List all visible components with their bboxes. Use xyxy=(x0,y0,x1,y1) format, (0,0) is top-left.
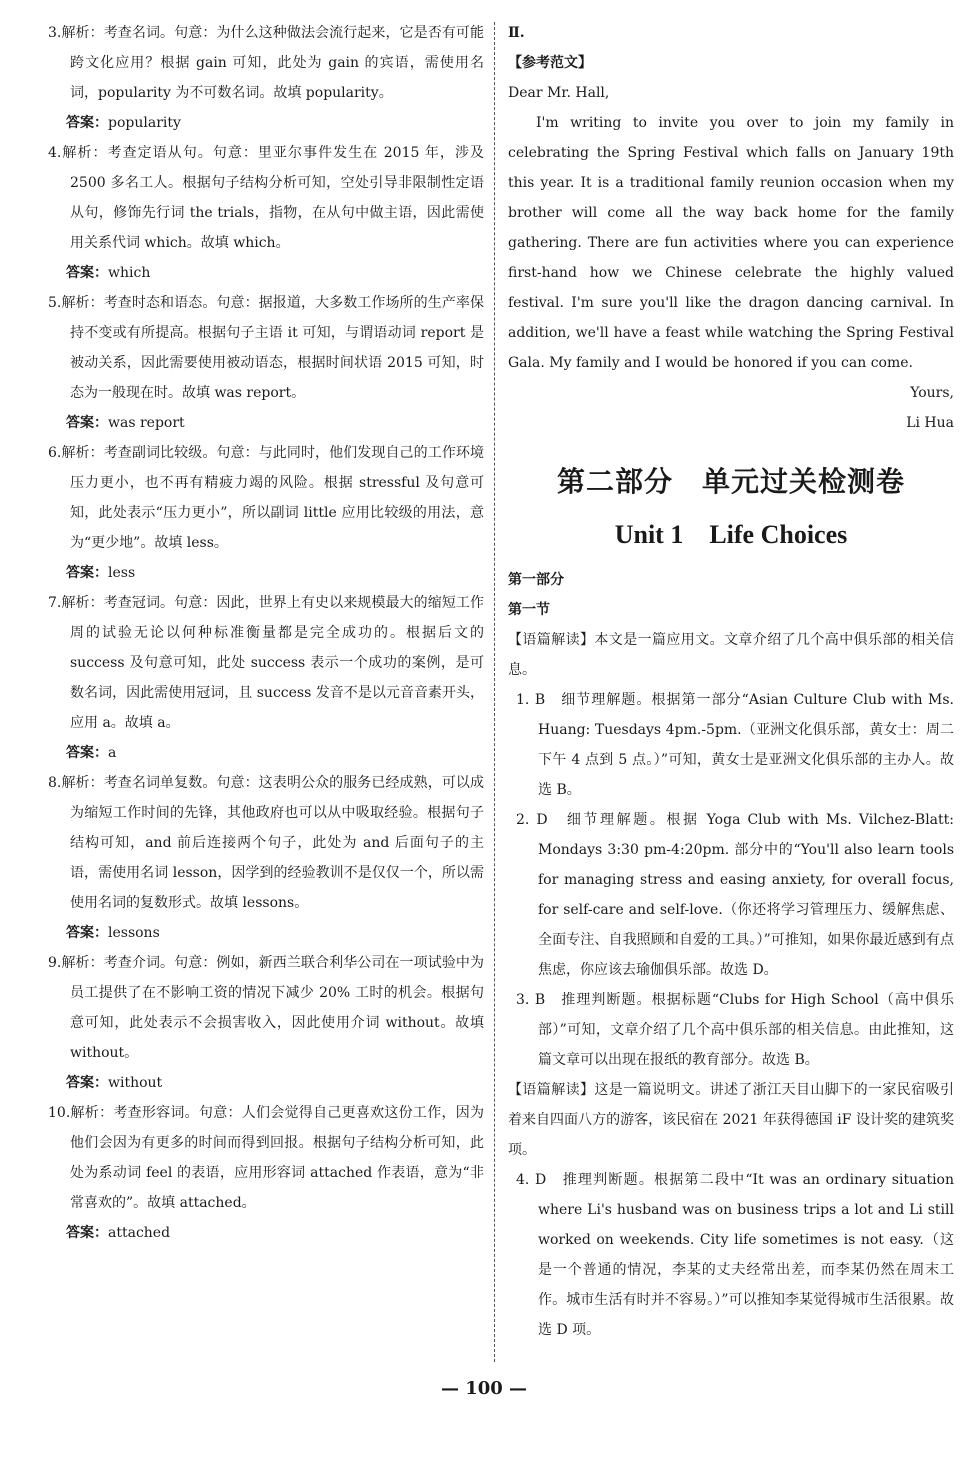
answer-label: 答案： xyxy=(66,1225,108,1241)
answer-line xyxy=(44,738,484,768)
reference-essay-label: 【参考范文】 xyxy=(508,55,592,71)
explanation-item: 10.解析：考查形容词。句意：人们会觉得自己更喜欢这份工作，因为他们会因为有更多的时间而得到回报。根据句子结构分析可知，此处为系动词 feel 的表语，应用形容词 attached 作表语，意为“非常喜欢的”。故填 attached。 xyxy=(48,1105,484,1211)
answer-line xyxy=(44,558,484,588)
answer-item: 2. D 细节理解题。根据 Yoga Club with Ms. Vilchez-Blatt: Mondays 3:30 pm-4:20pm. 部分中的“You'll also learn tools for managing stress and easing anxiety, for overall focus, for self-care and self-love.（你还将学习管理压力、缓解焦虑、全面专注、自我照顾和自爱的工具。）”可推知，如果你最近感到有点焦虑，你应该去瑜伽俱乐部。故选 D。 xyxy=(516,812,954,978)
answer-value: was report xyxy=(108,415,185,431)
answer-item: 3. B 推理判断题。根据标题“Clubs for High School（高中俱乐部）”可知，文章介绍了几个高中俱乐部的相关信息。由此推知，这篇文章可以出现在报纸的教育部分。故选 B。 xyxy=(516,992,954,1068)
section-roman-numeral: Ⅱ. xyxy=(508,25,525,41)
answer-value: without xyxy=(108,1075,163,1091)
left-column xyxy=(44,18,484,1248)
answer-line xyxy=(44,258,484,288)
answer-value: attached xyxy=(108,1225,171,1241)
right-column xyxy=(508,18,954,1345)
column-divider xyxy=(494,22,495,1362)
unit-title: Unit 1 Life Choices xyxy=(614,520,848,549)
passage-intro: 【语篇解读】这是一篇说明文。讲述了浙江天目山脚下的一家民宿吸引着来自四面八方的游客，该民宿在 2021 年获得德国 iF 设计奖的建筑奖项。 xyxy=(508,1082,954,1158)
answer-label: 答案： xyxy=(66,1075,108,1091)
explanation-item: 5.解析：考查时态和语态。句意：据报道，大多数工作场所的生产率保持不变或有所提高。根据句子主语 it 可知，与谓语动词 report 是被动关系，因此需要使用被动语态，根据时间状语 2015 可知，时态为一般现在时。故填 was report。 xyxy=(48,295,484,401)
explanation-item: 7.解析：考查冠词。句意：因此，世界上有史以来规模最大的缩短工作周的试验无论以何种标准衡量都是完全成功的。根据后文的 success 及句意可知，此处 success 表示一个成功的案例，是可数名词，因此需使用冠词，且 success 发音不是以元音音素开头，应用 a。故填 a。 xyxy=(48,595,484,731)
answer-value: a xyxy=(108,745,117,761)
explanation-item: 4.解析：考查定语从句。句意：里亚尔事件发生在 2015 年，涉及 2500 多名工人。根据句子结构分析可知，空处引导非限制性定语从句，修饰先行词 the trials，指物，在从句中做主语，因此需使用关系代词 which。故填 which。 xyxy=(48,145,484,251)
answer-line xyxy=(44,1068,484,1098)
explanation-item: 9.解析：考查介词。句意：例如，新西兰联合利华公司在一项试验中为员工提供了在不影响工资的情况下减少 20% 工时的机会。根据句意可知，此处表示不会损害收入，因此使用介词 without。故填 without。 xyxy=(48,955,484,1061)
answer-label: 答案： xyxy=(66,265,108,281)
answer-label: 答案： xyxy=(66,925,108,941)
answer-line xyxy=(44,108,484,138)
answer-line xyxy=(44,918,484,948)
answer-value: less xyxy=(108,565,136,581)
answer-value: lessons xyxy=(108,925,160,941)
explanation-item: 8.解析：考查名词单复数。句意：这表明公众的服务已经成熟，可以成为缩短工作时间的先锋，其他政府也可以从中吸取经验。根据句子结构可知，and 前后连接两个句子，此处为 and 后面句子的主语，需使用名词 lesson，因学到的经验教训不是仅仅一个，所以需使用名词的复数形式。故填 lessons。 xyxy=(48,775,484,911)
section-title: 第二部分 单元过关检测卷 xyxy=(556,465,905,498)
explanation-item: 3.解析：考查名词。句意：为什么这种做法会流行起来，它是否有可能跨文化应用？根据 gain 可知，此处为 gain 的宾语，需使用名词，popularity 为不可数名词。故填 popularity。 xyxy=(48,25,484,101)
answer-label: 答案： xyxy=(66,415,108,431)
answer-item: 4. D 推理判断题。根据第二段中“It was an ordinary situation where Li's husband was on business trips a lot and Li still worked on weekends. City life sometimes is not easy.（这是一个普通的情况，李某的丈夫经常出差，而李某仍然在周末工作。城市生活有时并不容易。）”可以推知李某觉得城市生活很累。故选 D 项。 xyxy=(516,1172,954,1338)
answer-value: popularity xyxy=(108,115,181,131)
answer-label: 答案： xyxy=(66,745,108,761)
part-label: 第一部分 xyxy=(508,572,564,588)
answer-line xyxy=(44,1218,484,1248)
answer-value: which xyxy=(108,265,151,281)
passage-intro: 【语篇解读】本文是一篇应用文。文章介绍了几个高中俱乐部的相关信息。 xyxy=(508,632,954,678)
page-number: — 100 — xyxy=(440,1378,528,1399)
explanation-item: 6.解析：考查副词比较级。句意：与此同时，他们发现自己的工作环境压力更小，也不再有精疲力竭的风险。根据 stressful 及句意可知，此处表示“压力更小”，所以副词 little 应用比较级的用法，意为“更少地”。故填 less。 xyxy=(48,445,484,551)
letter-body: I'm writing to invite you over to join my family in celebrating the Spring Festival which falls on January 19th this year. It is a traditional family reunion occasion when my brother will come all the way back home for the family gathering. There are fun activities where you can experience first-hand how we Chinese celebrate the highly valued festival. I'm sure you'll like the dragon dancing carnival. In addition, we'll have a feast while watching the Spring Festival Gala. My family and I would be honored if you can come. xyxy=(508,115,954,371)
letter-greeting: Dear Mr. Hall, xyxy=(508,85,610,101)
letter-closing: Yours, xyxy=(910,385,954,401)
answer-label: 答案： xyxy=(66,565,108,581)
answer-item: 1. B 细节理解题。根据第一部分“Asian Culture Club with Ms. Huang: Tuesdays 4pm.-5pm.（亚洲文化俱乐部，黄女士：周二下午 4 点到 5 点。）”可知，黄女士是亚洲文化俱乐部的主办人。故选 B。 xyxy=(516,692,954,798)
answer-line xyxy=(44,408,484,438)
subsection-label: 第一节 xyxy=(508,602,550,618)
letter-signature: Li Hua xyxy=(906,415,954,431)
answer-label: 答案： xyxy=(66,115,108,131)
